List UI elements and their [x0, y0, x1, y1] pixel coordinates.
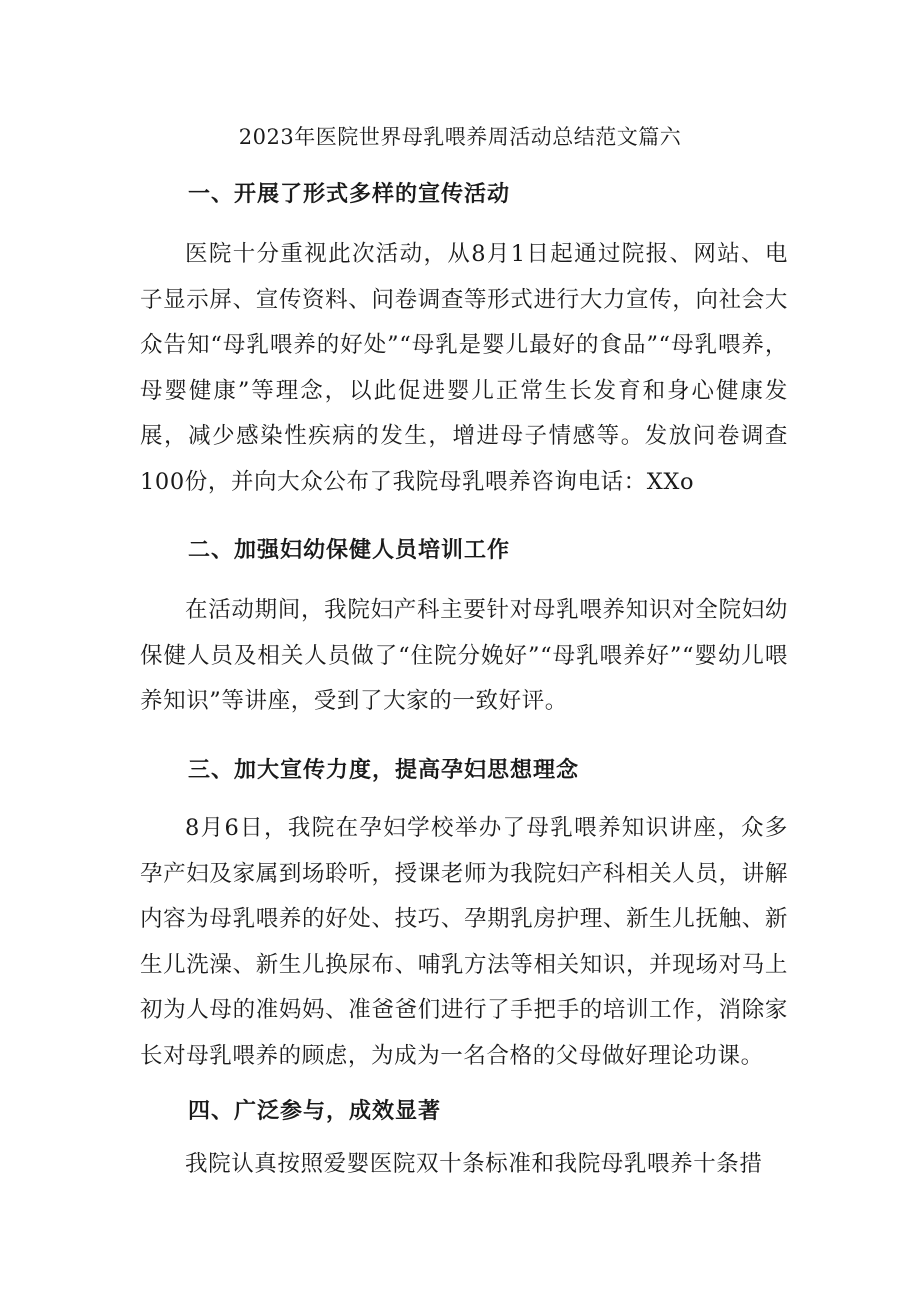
section-paragraph-2: 在活动期间，我院妇产科主要针对母乳喂养知识对全院妇幼保健人员及相关人员做了“住院分娩好”“母乳喂养好”“婴幼儿喂养知识”等讲座，受到了大家的一致好评。: [140, 597, 788, 714]
section-heading-3: 三、加大宣传力度，提高孕妇思想理念: [188, 757, 580, 783]
section-paragraph-1: 医院十分重视此次活动，从8月1日起通过院报、网站、电子显示屏、宣传资料、问卷调查等形式进行大力宣传，向社会大众告知“母乳喂养的好处”“母乳是婴儿最好的食品”“母乳喂养，母婴健康”等理念，以此促进婴儿正常生长发育和身心健康发展，减少感染性疾病的发生，增进母子情感等。发放问卷调查100份，并向大众公布了我院母乳喂养咨询电话：XXo: [140, 241, 788, 495]
section-heading-2: 二、加强妇幼保健人员培训工作: [188, 537, 511, 563]
section-paragraph-4: 我院认真按照爱婴医院双十条标准和我院母乳喂养十条措: [185, 1151, 763, 1177]
section-paragraph-3: 8月6日，我院在孕妇学校举办了母乳喂养知识讲座，众多孕产妇及家属到场聆听，授课老师为我院妇产科相关人员，讲解内容为母乳喂养的好处、技巧、孕期乳房护理、新生儿抚触、新生儿洗澡、新生儿换尿布、哺乳方法等相关知识，并现场对马上初为人母的准妈妈、准爸爸们进行了手把手的培训工作，消除家长对母乳喂养的顾虑，为成为一名合格的父母做好理论功课。: [140, 815, 788, 1069]
section-heading-1: 一、开展了形式多样的宣传活动: [188, 181, 511, 207]
document-title: 2023年医院世界母乳喂养周活动总结范文篇六: [238, 125, 682, 149]
section-heading-4: 四、广泛参与，成效显著: [188, 1098, 442, 1124]
